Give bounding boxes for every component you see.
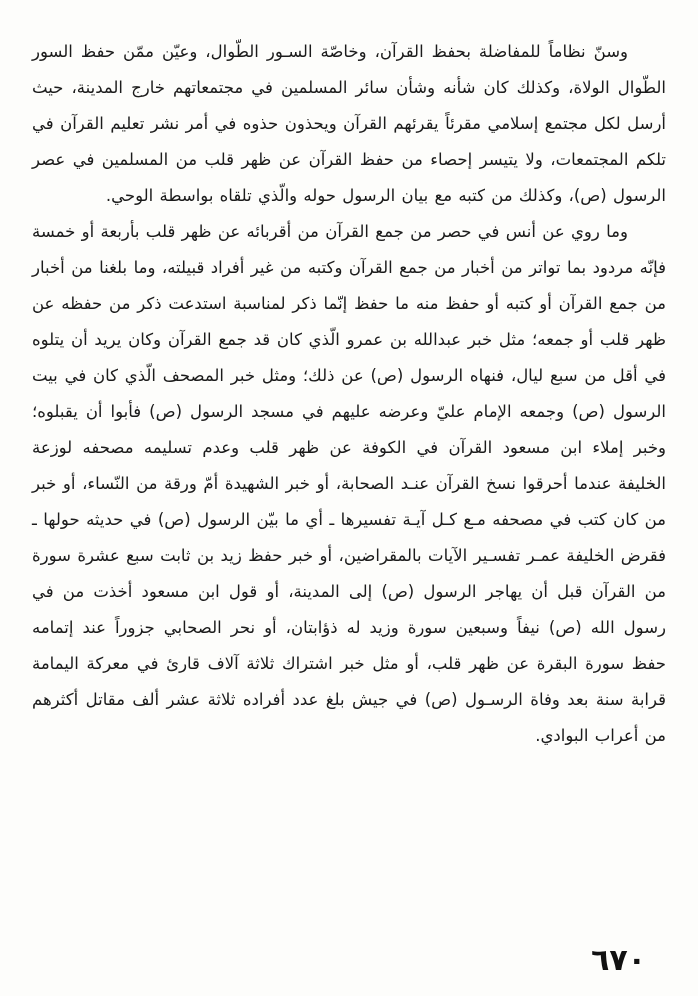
- body-text: [32, 34, 666, 754]
- paragraph-1: وسنّ نظاماً للمفاضلة بحفظ القرآن، وخاصّة السـور الطّوال، وعيّن ممّن حفظ السور الطّوال الولاة، وكذلك كان شأنه وشأن سائر المسلمين في مجتمعاتهم خارج المدينة، حيث أرسل لكل مجتمع إسلامي مقرئاً يقرئهم القرآن ويحذون حذوه في أمر نشر تعليم القرآن في تلكم المجتمعات، ولا يتيسر إحصاء من حفظ القرآن عن ظهر قلب من المسلمين في عصر الرسول (ص)، وكذلك من كتبه مع بيان الرسول حوله والّذي تلقاه بواسطة الوحي.: [32, 42, 666, 205]
- page-number: ٦٧٠: [591, 943, 646, 978]
- paragraph-2: وما روي عن أنس في حصر من جمع القرآن من أقربائه عن ظهر قلب بأربعة أو خمسة فإنّه مردود بما تواتر من أخبار من جمع القرآن وكتبه من غير أفراد قبيلته، وما بلغنا من أخبار من جمع القرآن أو كتبه أو حفظ منه ما حفظ إنّما ذكر لمناسبة استدعت ذكر من حفظه عن ظهر قلب أو جمعه؛ مثل خبر عبدالله بن عمرو الّذي كان قد جمع القرآن وكان يريد أن يتلوه في أقل من سبع ليال، فنهاه الرسول (ص) عن ذلك؛ ومثل خبر المصحف الّذي كان في بيت الرسول (ص) وجمعه الإمام عليّ وعرضه عليهم في مسجد الرسول (ص) فأبوا أن يقبلوه؛ وخبر إملاء ابن مسعود القرآن في الكوفة عن ظهر قلب وعدم تسليمه مصحفه لوزعة الخليفة عندما أحرقوا نسخ القرآن عنـد الصحابة، أو خبر الشهيدة أمّ ورقة من النّساء، أو خبر من كان كتب في مصحفه مـع كـل آيـة تفسيرها ـ أي ما بيّن الرسول (ص) في حديثه حولها ـ فقرض الخليفة عمـر تفسـير الآيات بالمقراضين، أو خبر حفظ زيد بن ثابت سبع عشرة سورة من القرآن قبل أن يهاجر الرسول (ص) إلى المدينة، أو قول ابن مسعود أخذت من في رسول الله (ص) نيفاً وسبعين سورة وزيد له ذؤابتان، أو نحر الصحابي جزوراً عند إتمامه حفظ سورة البقرة عن ظهر قلب، أو مثل خبر اشتراك ثلاثة آلاف قارئ في معركة اليمامة قرابة سنة بعد وفاة الرسـول (ص) في جيش بلغ عدد أفراده ثلاثة عشر ألف مقاتل أكثرهم من أعراب البوادي.: [32, 222, 666, 745]
